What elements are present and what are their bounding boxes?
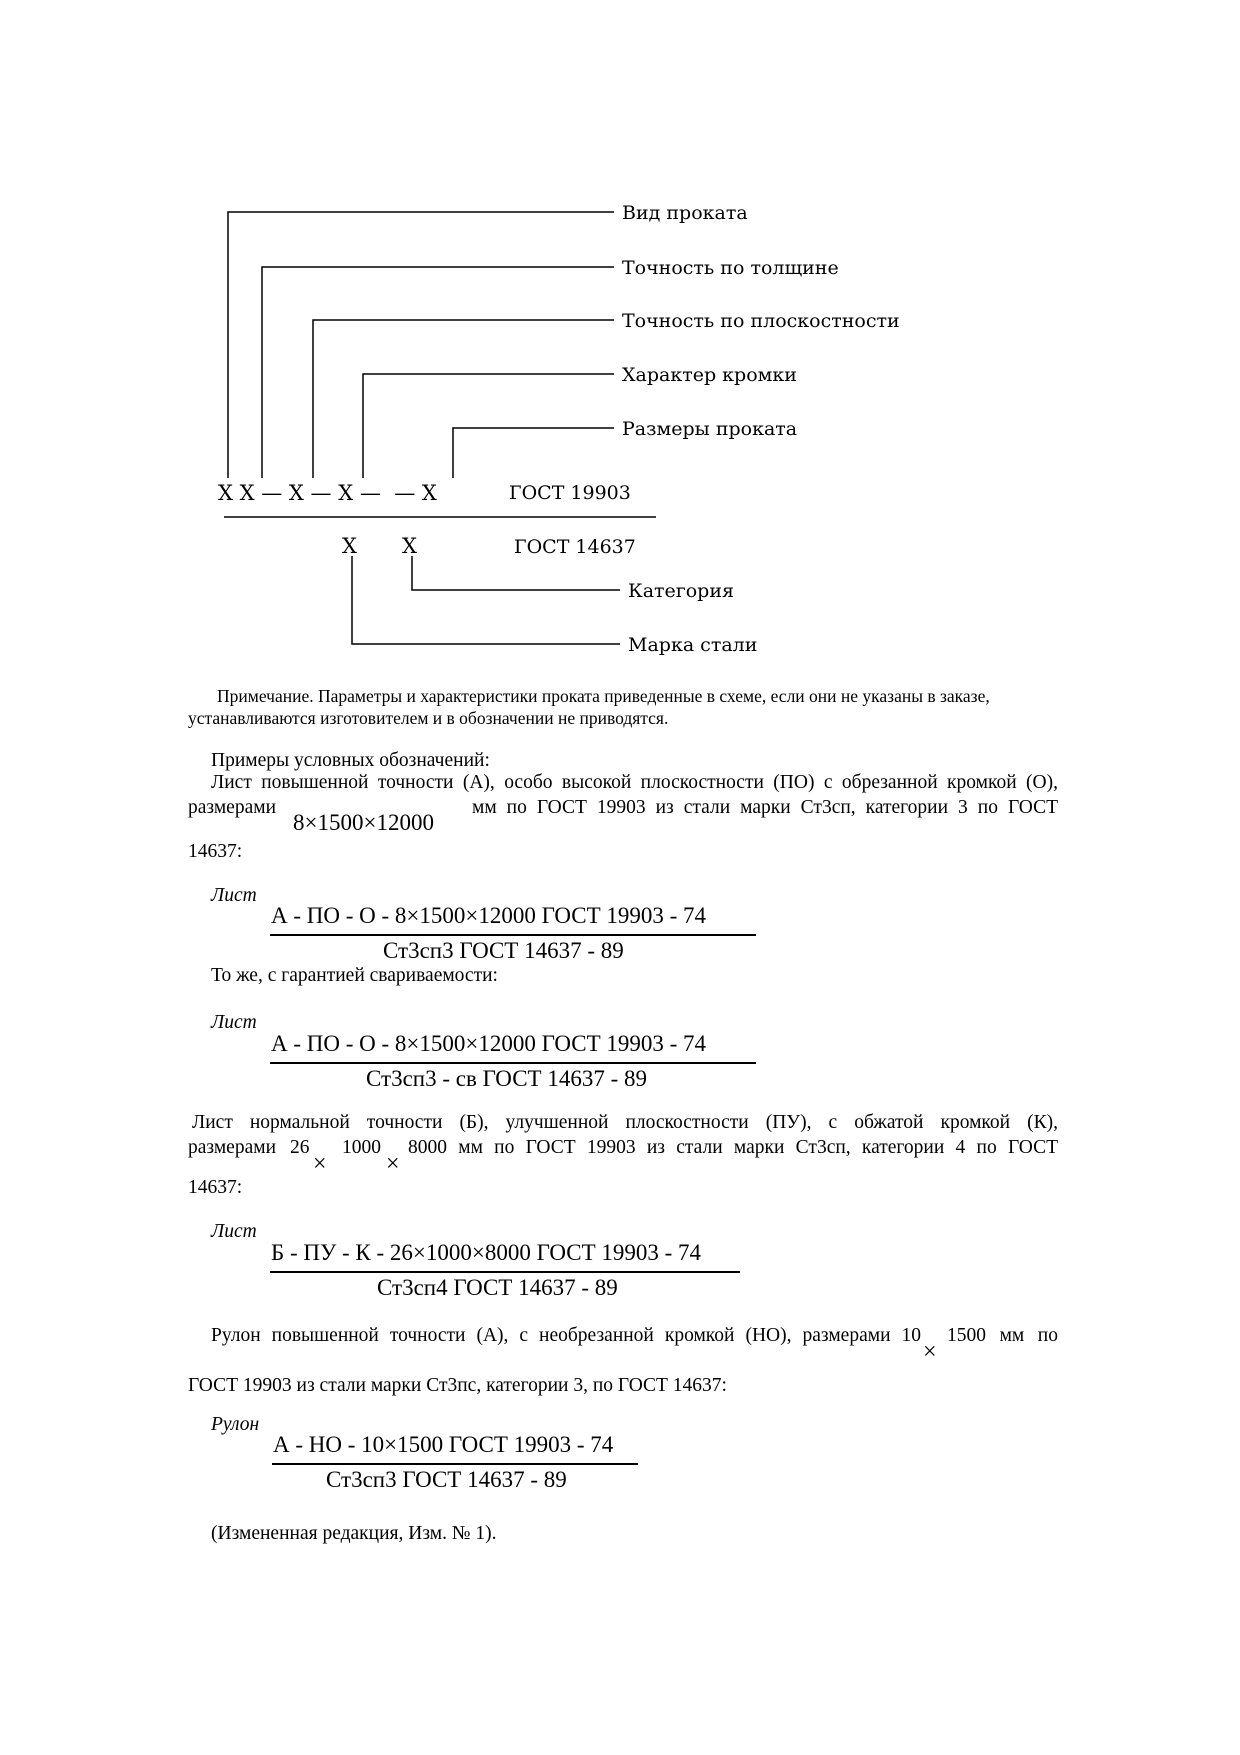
revision-note: (Измененная редакция, Изм. № 1). <box>211 1523 497 1544</box>
example2-fraction-bar <box>270 1062 756 1064</box>
callout-tochnost-ploskostnosti: Точность по плоскостности <box>622 310 900 332</box>
example1-numerator: А - ПО - О - 8×1500×12000 ГОСТ 19903 - 74 <box>271 903 707 928</box>
example3-times-1: × <box>313 1151 327 1177</box>
callout-kharakter-kromki: Характер кромки <box>622 364 797 386</box>
example1-text-line1: Лист повышенной точности (А), особо высокой плоскостности (ПО) с обрезанной кромкой (О), <box>211 772 1058 793</box>
example2-label: Лист <box>211 1012 257 1033</box>
example4-numerator: А - НО - 10×1500 ГОСТ 19903 - 74 <box>273 1432 614 1457</box>
example3-text-rest: 8000 мм по ГОСТ 19903 из стали марки Ст3сп, категории 4 по ГОСТ <box>408 1137 1058 1158</box>
leader-marka-stali <box>352 556 620 644</box>
leader-razmery-prokata <box>453 428 614 478</box>
callout-razmery-prokata: Размеры проката <box>622 418 798 440</box>
example3-dim-26: 26 <box>290 1137 310 1158</box>
example2-text: То же, с гарантией свариваемости: <box>211 965 498 986</box>
example4-text-a: Рулон повышенной точности (А), с необрезанной кромкой (НО), размерами 10 <box>211 1325 921 1346</box>
leader-kategoriya <box>412 556 620 590</box>
example1-size-expression: 8×1500×12000 <box>293 810 434 835</box>
example4-denominator: Ст3сп3 ГОСТ 14637 - 89 <box>326 1467 567 1492</box>
example1-text-rest: мм по ГОСТ 19903 из стали марки Ст3сп, категории 3 по ГОСТ <box>472 797 1058 818</box>
gost-19903-label: ГОСТ 19903 <box>509 482 631 504</box>
callout-marka-stali: Марка стали <box>628 634 758 656</box>
example3-numerator: Б - ПУ - К - 26×1000×8000 ГОСТ 19903 - 74 <box>271 1240 702 1265</box>
example1-denominator: Ст3сп3 ГОСТ 14637 - 89 <box>383 938 624 963</box>
example4-label: Рулон <box>211 1414 260 1435</box>
callout-vid-prokata: Вид проката <box>622 202 748 224</box>
examples-heading: Примеры условных обозначений: <box>211 750 490 771</box>
example1-label: Лист <box>211 885 257 906</box>
lower-symbol-marka: X <box>342 534 357 558</box>
gost-14637-label: ГОСТ 14637 <box>514 536 636 558</box>
example2-numerator: А - ПО - О - 8×1500×12000 ГОСТ 19903 - 74 <box>271 1031 707 1056</box>
leader-kharakter-kromki <box>363 374 614 478</box>
note-line-2: устанавливаются изготовителем и в обозначении не приводятся. <box>188 708 669 728</box>
leader-vid-prokata <box>228 212 614 478</box>
callout-kategoriya: Категория <box>628 580 734 602</box>
example3-fraction-bar <box>270 1271 740 1273</box>
example4-text-b: 1500 мм по <box>947 1325 1058 1346</box>
designation-formula: X X — X — X — — X <box>218 481 437 505</box>
note-paragraph <box>188 685 1058 729</box>
example3-text-razmery: размерами <box>188 1137 277 1158</box>
lower-symbol-kategoriya: X <box>402 534 417 558</box>
designation-scheme-diagram <box>0 0 1240 680</box>
example3-label: Лист <box>211 1221 257 1242</box>
example3-denominator: Ст3сп4 ГОСТ 14637 - 89 <box>377 1275 618 1300</box>
example1-text-razmery: размерами <box>188 797 277 818</box>
example4-times: × <box>923 1339 937 1365</box>
example1-text-line3: 14637: <box>188 841 243 862</box>
example3-text-line3: 14637: <box>188 1177 243 1198</box>
note-line-1: Примечание. Параметры и характеристики проката приведенные в схеме, если они не указаны в заказе, <box>217 686 990 706</box>
example4-fraction-bar <box>272 1463 638 1465</box>
diagram-leader-lines <box>224 212 656 644</box>
leader-tochnost-tolshchine <box>262 267 614 478</box>
leader-tochnost-ploskostnosti <box>313 320 614 478</box>
example1-fraction-bar <box>270 934 756 936</box>
example3-times-2: × <box>386 1151 400 1177</box>
example4-text-line2: ГОСТ 19903 из стали марки Ст3пс, категории 3, по ГОСТ 14637: <box>188 1375 727 1396</box>
example2-denominator: Ст3сп3 - св ГОСТ 14637 - 89 <box>366 1066 647 1091</box>
example3-text-line1: Лист нормальной точности (Б), улучшенной плоскостности (ПУ), с обжатой кромкой (К), <box>192 1112 1058 1133</box>
callout-tochnost-tolshchine: Точность по толщине <box>622 257 839 279</box>
example3-dim-1000: 1000 <box>342 1137 381 1158</box>
